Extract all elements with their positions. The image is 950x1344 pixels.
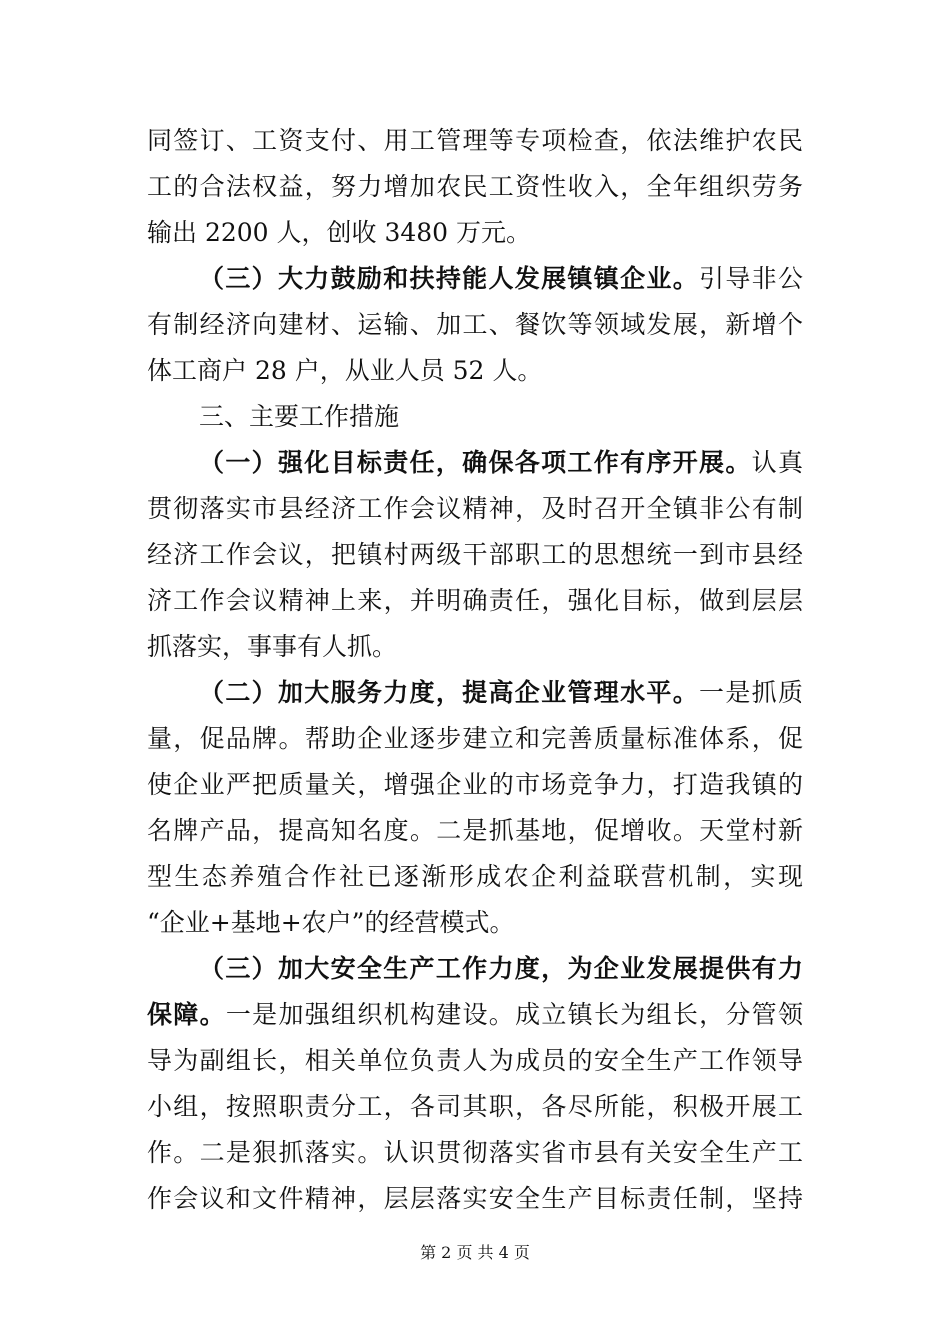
text-line: 体工商户 28 户，从业人员 52 人。 [147, 356, 543, 385]
paragraph-heading: （二）加大服务力度，提高企业管理水平。 [199, 678, 700, 707]
paragraph-text: 引导非公 [699, 264, 803, 293]
text-line: 有制经济向建材、运输、加工、餐饮等领域发展，新增个 [147, 310, 803, 339]
text-line: 型生态养殖合作社已逐渐形成农企利益联营机制，实现 [147, 862, 803, 891]
text-line: 量，促品牌。帮助企业逐步建立和完善质量标准体系，促 [147, 724, 803, 753]
text-line: 抓落实，事事有人抓。 [147, 632, 398, 661]
text-line: “企业+基地+农户”的经营模式。 [147, 908, 515, 937]
text-line: 经济工作会议，把镇村两级干部职工的思想统一到市县经 [147, 540, 803, 569]
document-body [147, 118, 803, 1222]
text-line: 济工作会议精神上来，并明确责任，强化目标，做到层层 [147, 586, 803, 615]
paragraph-text: 一是抓质 [699, 678, 803, 707]
text-line: 名牌产品，提高知名度。二是抓基地，促增收。天堂村新 [147, 816, 803, 845]
paragraph-first-line [147, 440, 803, 486]
paragraph-heading: （一）强化目标责任，确保各项工作有序开展。 [199, 448, 752, 477]
text-line: 使企业严把质量关，增强企业的市场竞争力，打造我镇的 [147, 770, 803, 799]
paragraph-first-line [147, 670, 803, 716]
text-line: 工的合法权益，努力增加农民工资性收入，全年组织劳务 [147, 172, 803, 201]
section-title: 三、主要工作措施 [199, 402, 400, 431]
text-line: 贯彻落实市县经济工作会议精神，及时召开全镇非公有制 [147, 494, 803, 523]
paragraph-first-line [147, 992, 803, 1038]
text-line: 同签订、工资支付、用工管理等专项检查，依法维护农民 [147, 126, 803, 155]
paragraph-heading: （三）加大安全生产工作力度，为企业发展提供有力 [199, 954, 803, 983]
text-line: 导为副组长，相关单位负责人为成员的安全生产工作领导 [147, 1046, 803, 1075]
page-footer: 第 2 页 共 4 页 [420, 1243, 530, 1262]
text-line: 小组，按照职责分工，各司其职，各尽所能，积极开展工 [147, 1092, 803, 1121]
paragraph-heading: 保障。 [147, 1000, 226, 1029]
paragraph-first-line [147, 256, 803, 302]
paragraph-text: 认真 [751, 448, 803, 477]
paragraph-heading: （三）大力鼓励和扶持能人发展镇镇企业。 [199, 264, 700, 293]
text-line: 输出 2200 人，创收 3480 万元。 [147, 218, 532, 247]
paragraph-text: 一是加强组织机构建设。成立镇长为组长，分管领 [225, 1000, 803, 1029]
text-line: 作会议和文件精神，层层落实安全生产目标责任制，坚持 [147, 1184, 803, 1213]
text-line: 作。二是狠抓落实。认识贯彻落实省市县有关安全生产工 [147, 1138, 803, 1167]
